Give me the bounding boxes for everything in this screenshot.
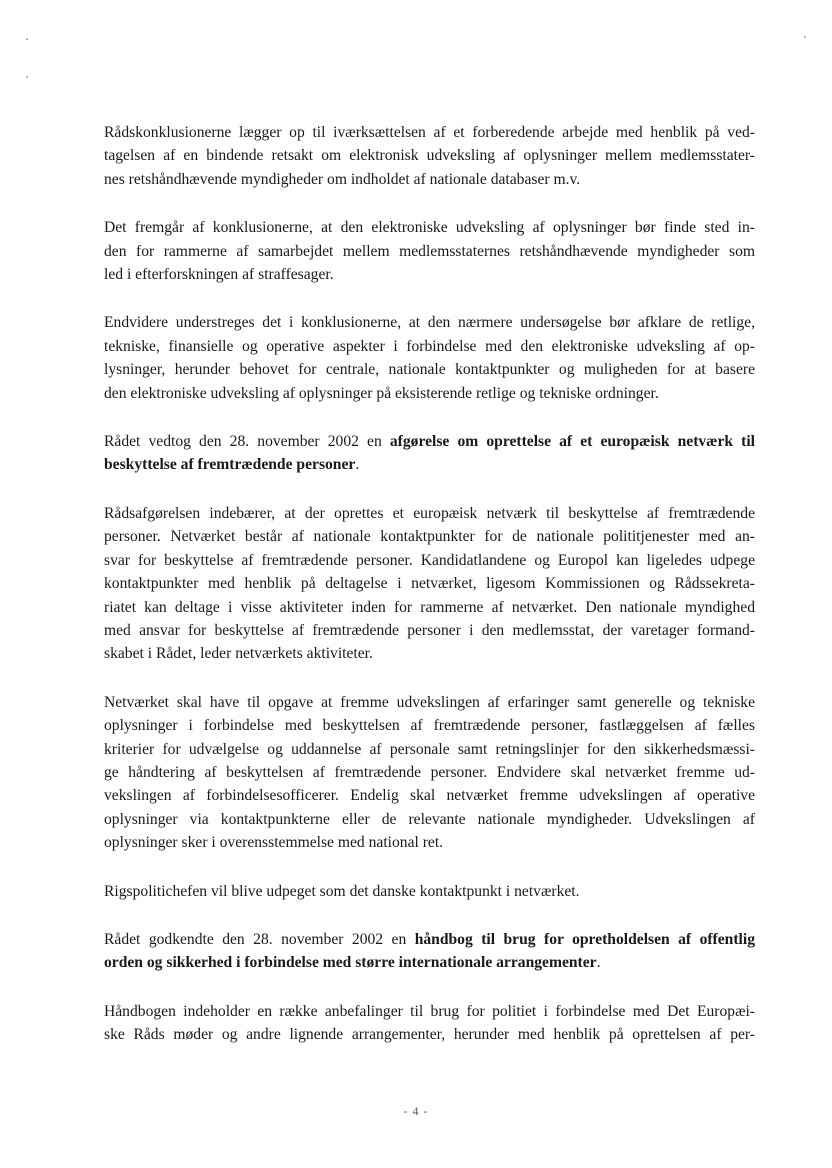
text-segment: tagelsen af en bindende retsakt om elektronisk udveksling af oplysninger mellem medlemsstater- [104,147,755,165]
text-segment: den elektroniske udveksling af oplysninger på eksisterende retlige og tekniske ordninger. [104,384,659,402]
bold-text: beskyttelse af fremtrædende personer [104,456,356,474]
text-segment: skabet i Rådet, leder netværkets aktiviteter. [104,645,373,663]
text-line [104,642,755,665]
text-line [104,691,755,714]
text-line [104,502,755,525]
text-segment: Rådsafgørelsen indebærer, at der oprettes et europæisk netværk til beskyttelse af fremtrædende [104,504,755,522]
text-line [104,761,755,784]
text-line [104,121,755,144]
text-segment: oplysninger i forbindelse med beskyttelsen af fremtrædende personer, fastlæggelsen af fælles [104,717,755,735]
text-segment: Det fremgår af konklusionerne, at den elektroniske udveksling af oplysninger bør finde sted in- [104,219,755,237]
text-segment: Netværket skal have til opgave at fremme udvekslingen af erfaringer samt generelle og tekniske [104,693,755,711]
text-segment: Endvidere understreges det i konklusionerne, at den nærmere undersøgelse bør afklare de retlige, [104,314,755,332]
text-segment: den for rammerne af samarbejdet mellem medlemsstaternes retshåndhævende myndigheder som [104,242,755,260]
text-line [104,168,755,191]
text-line [104,596,755,619]
text-line [104,358,755,381]
text-line [104,430,755,453]
text-segment: nes retshåndhævende myndigheder om indholdet af nationale databaser m.v. [104,170,581,188]
text-segment: Rigspolitichefen vil blive udpeget som det danske kontaktpunkt i netværket. [104,882,580,900]
text-line [104,784,755,807]
text-segment: lysninger, herunder behovet for centrale, nationale kontaktpunkter og muligheden for at basere [104,361,755,379]
text-segment: oplysninger via kontaktpunkterne eller de relevante nationale myndigheder. Udvekslingen af [104,810,755,828]
text-segment: med ansvar for beskyttelse af fremtrædende personer i den medlemsstat, der varetager formand- [104,621,755,639]
text-segment: . [596,954,601,972]
scan-speck [26,38,28,40]
bold-text: håndbog til brug for opretholdelsen af offentlig [414,930,755,948]
text-segment: kriterier for udvælgelse og uddannelse af personale samt retningslinjer for den sikkerhedsmæssi- [104,740,755,758]
text-segment: riatet kan deltage i visse aktiviteter inden for rammerne af netværket. Den nationale myndighed [104,598,755,616]
paragraph [104,311,755,405]
text-line [104,382,755,405]
text-line [104,951,755,974]
text-line [104,263,755,286]
text-line [104,240,755,263]
text-segment: Rådskonklusionerne lægger op til iværksættelsen af et forberedende arbejde med henblik på ved- [104,124,755,141]
paragraph [104,880,755,903]
paragraph [104,502,755,666]
text-segment: ge håndtering af beskyttelsen af fremtrædende personer. Endvidere skal netværket fremme ud- [104,763,755,781]
text-segment: led i efterforskningen af straffesager. [104,266,334,284]
text-line [104,525,755,548]
text-segment: kontaktpunkter med henblik på deltagelse i netværket, ligesom Kommissionen og Rådssekreta- [104,575,755,593]
text-line [104,549,755,572]
text-segment: . [355,456,360,474]
text-line [104,335,755,358]
text-segment: vekslingen af forbindelsesofficerer. Endelig skal netværket fremme udvekslingen af operative [104,787,755,805]
paragraph [104,430,755,477]
scan-speck [804,36,806,38]
scan-speck [26,76,28,78]
text-line [104,831,755,854]
text-segment: personer. Netværket består af nationale kontaktpunkter for de nationale polititjenester med an- [104,528,755,546]
text-line [104,808,755,831]
text-segment: Håndbogen indeholder en række anbefalinger til brug for politiet i forbindelse med Det Europæi- [104,1002,755,1020]
text-line [104,311,755,334]
text-segment: Rådet vedtog den 28. november 2002 en [104,433,390,451]
text-segment: tekniske, finansielle og operative aspekter i forbindelse med den elektroniske udveksling af op- [104,337,755,355]
text-line [104,1000,755,1023]
text-segment: Rådet godkendte den 28. november 2002 en [104,930,415,948]
text-segment: svar for beskyttelse af fremtrædende personer. Kandidatlandene og Europol kan ligeledes udpege [104,551,755,569]
bold-text: afgørelse om oprettelse af et europæisk netværk til [389,433,756,451]
page-number: - 4 - [403,1104,429,1118]
paragraph [104,691,755,855]
text-line [104,216,755,239]
paragraph [104,928,755,975]
text-line [104,1023,755,1046]
text-segment: ske Råds møder og andre lignende arrangementer, herunder med henblik på oprettelsen af per- [104,1026,755,1044]
text-line [104,619,755,642]
text-line [104,144,755,167]
paragraph [104,216,755,286]
text-line [104,572,755,595]
text-line [104,880,755,903]
paragraph [104,1000,755,1047]
document-body [104,121,755,1072]
text-line [104,928,755,951]
bold-text: orden og sikkerhed i forbindelse med større internationale arrangementer [104,954,597,972]
text-line [104,738,755,761]
text-line [104,714,755,737]
paragraph [104,121,755,191]
text-segment: oplysninger sker i overensstemmelse med national ret. [104,834,444,852]
text-line [104,453,755,476]
